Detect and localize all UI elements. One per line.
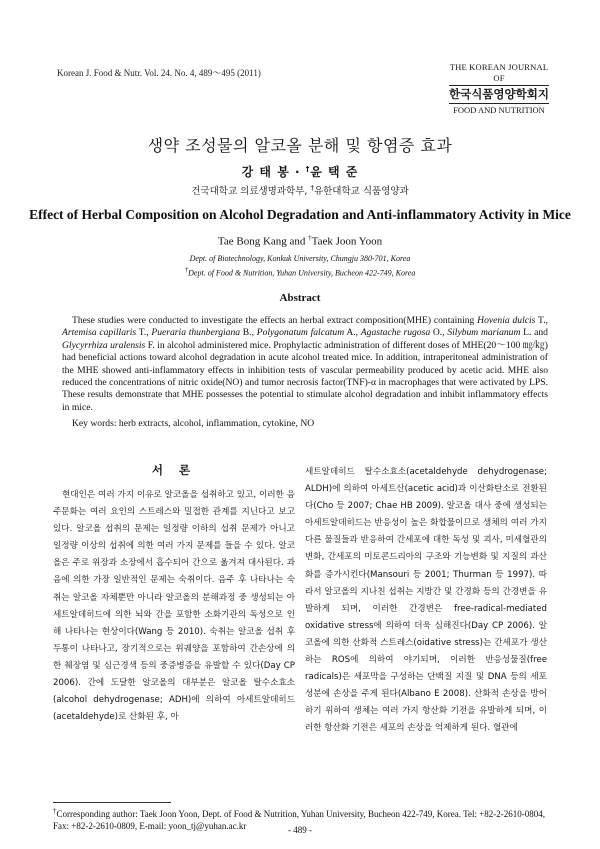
affiliation-ko-1: 건국대학교 의료생명과학부, xyxy=(191,186,311,197)
intro-paragraph-left: 현대인은 여러 가지 이유로 알코올을 섭취하고 있고, 이러한 음주문화는 여러 요인의 스트레스와 밀접한 관계를 지닌다고 보고 있다. 알코올 섭취의 문제는 일정량 이하의 섭취 문제가 아니고 일정량 이상의 섭취에 의한 여러 가지 문제를 들을 수 있다. 알코올은 주로 위장과 소장에서 흡수되어 간으로 옮겨져 대사된다. 과음에 의한 가장 일반적인 문제는 숙취이다. 음주 후 나타나는 숙취는 알코올 자체뿐만 아니라 알코올의 분해과정 중 생성되는 아세트알데히드에 의한 뇌와 간을 포함한 소화기관의 독성으로 인해 나타나는 현상이다(Wang 등 2010). 숙취는 알코올 섭취 후 두통이 나타나고, 장기적으로는 위궤양을 포함하여 간손상에 의한 췌장염 및 심근경색 등의 중증병증을 유발할 수 있다(Day CP 2006). 간에 도달한 알코올의 대부분은 알코올 탈수소효소(alcohol dehydrogenase; ADH)에 의하여 아세트알데히드(acetaldehyde)로 산화된 후, 아 xyxy=(53,490,295,723)
dagger-mark: † xyxy=(53,807,57,815)
abstract-text: T., xyxy=(535,315,548,326)
author-2-ko: 윤 택 준 xyxy=(310,165,359,179)
species-name: Hovenia dulcis xyxy=(477,315,536,326)
dagger-mark: † xyxy=(310,183,314,192)
journal-masthead xyxy=(449,62,549,116)
body-column-right xyxy=(305,464,547,738)
paper-title-english: Effect of Herbal Composition on Alcohol Degradation and Anti-inflammatory Activity in Mice xyxy=(29,207,571,222)
species-name: Silybum marianum xyxy=(447,327,521,339)
dagger-mark: † xyxy=(308,234,312,242)
species-name: Pueraria thunbergiana xyxy=(151,327,241,339)
abstract-text: B., xyxy=(240,327,257,339)
footnote-divider xyxy=(53,802,171,803)
page-number: - 489 - xyxy=(288,825,312,835)
authors-english xyxy=(0,234,600,248)
affiliation-english-1: Dept. of Biotechnology, Konkuk University, Chungju 380-701, Korea xyxy=(189,254,411,263)
citation-line: Korean J. Food & Nutr. Vol. 24. No. 4, 489～495 (2011) xyxy=(57,68,261,78)
affiliation-korean xyxy=(0,183,600,197)
section-heading-introduction: 서 론 xyxy=(151,463,197,477)
abstract-text: T., xyxy=(136,327,152,339)
dagger-mark: † xyxy=(184,266,189,274)
dagger-mark: † xyxy=(305,165,311,173)
body-column-left xyxy=(53,463,295,726)
keywords-line: Key words: herb extracts, alcohol, inflammation, cytokine, NO xyxy=(72,418,315,429)
author-1-en: Tae Bong Kang and xyxy=(217,235,309,248)
species-name: Artemisa capillaris xyxy=(62,327,137,339)
journal-name-en-bottom: FOOD AND NUTRITION xyxy=(453,105,545,115)
authors-korean xyxy=(0,163,600,180)
abstract-text: F. in alcohol administered mice. Prophylactic administration of different doses of MHE(20～100 ㎎/㎏) had beneficial actions toward alcohol degradation in acute alcohol treated mice. In addition, intraperitoneal administration of the MHE showed anti-inflammatory effects in inhibition tests of vascular permeability produced by acetic acid. MHE also reduced the concentrations of nitric oxide(NO) and tumor necrosis factor(TNF)-α in macrophages that were activated by LPS. These results demonstrate that MHE possesses the potential to stimulate alcohol degradation and inhibit inflammatory effects in mice. xyxy=(62,339,548,413)
abstract-heading: Abstract xyxy=(279,292,321,304)
abstract-text: L. and xyxy=(520,327,548,339)
affiliation-en-2-text: Dept. of Food & Nutrition, Yuhan University, Bucheon 422-749, Korea xyxy=(188,268,416,278)
species-name: Agastache rugosa xyxy=(360,327,431,339)
journal-name-en-top: THE KOREAN JOURNAL OF xyxy=(449,62,549,83)
footnote-text: Corresponding author: Taek Joon Yoon, Dept. of Food & Nutrition, Yuhan University, Bucheon 422-749, Korea. Tel: +82-2-2610-0804, Fax: +82-2-2610-0809, E-mail: yoon_tj@yuhan.ac.kr xyxy=(53,809,546,831)
journal-name-ko: 한국식품영양학회지 xyxy=(449,85,549,104)
paper-title-korean: 생약 조성물의 알코올 분해 및 항염증 효과 xyxy=(147,136,453,155)
abstract-body xyxy=(62,315,548,414)
species-name: Glycyrrhiza uralensis xyxy=(62,339,146,351)
author-1-ko: 강 태 봉 · xyxy=(241,165,306,179)
abstract-text: A., xyxy=(344,327,361,339)
species-name: Polygonatum falcatum xyxy=(256,327,345,339)
intro-paragraph-right: 세트알데히드 탈수소효소(acetaldehyde dehydrogenase; ALDH)에 의하여 아세트산(acetic acid)과 이산화탄소로 전환된다(Cho 등 2007; Chae HB 2009). 알코올 대사 중에 생성되는 아세트알데히드는 반응성이 높은 화합물이므로 생체의 여러 가지 다른 물질들과 반응하여 간세포에 대한 독성 및 괴사, 미세혈관의 변화, 간세포의 미토콘드리아의 구조와 기능변화 및 지질의 과산화를 증가시킨다(Mansouri 등 2001; Thurman 등 1997). 따라서 알코올의 지나친 섭취는 지방간 및 간경화 등의 간경변을 유발하게 되며, 이러한 간경변은 free-radical-mediated oxidative stress에 의하여 더욱 심해진다(Day CP 2006). 알코올에 의한 산화적 스트레스(oidative stress)는 간세포가 생산하는 ROS에 의하여 야기되며, 이러한 반응성물질(free radicals)은 세포막을 구성하는 단백질 지질 및 DNA 등의 세포 성분에 손상을 주게 된다(Albano E 2008). 산화적 손상을 방어하기 위하여 생체는 여러 가지 항산화 기전을 유발하게 되며, 이러한 항산화 기전은 세포의 손상을 억제하게 된다. 혈관에 xyxy=(305,467,547,734)
author-2-en: Taek Joon Yoon xyxy=(311,235,383,248)
affiliation-english-2 xyxy=(0,266,600,278)
affiliation-ko-2: 유한대학교 식품영양과 xyxy=(313,186,409,197)
abstract-text: O., xyxy=(430,327,448,339)
abstract-text: These studies were conducted to investigate the effects an herbal extract composition(MHE) containing xyxy=(72,315,478,326)
